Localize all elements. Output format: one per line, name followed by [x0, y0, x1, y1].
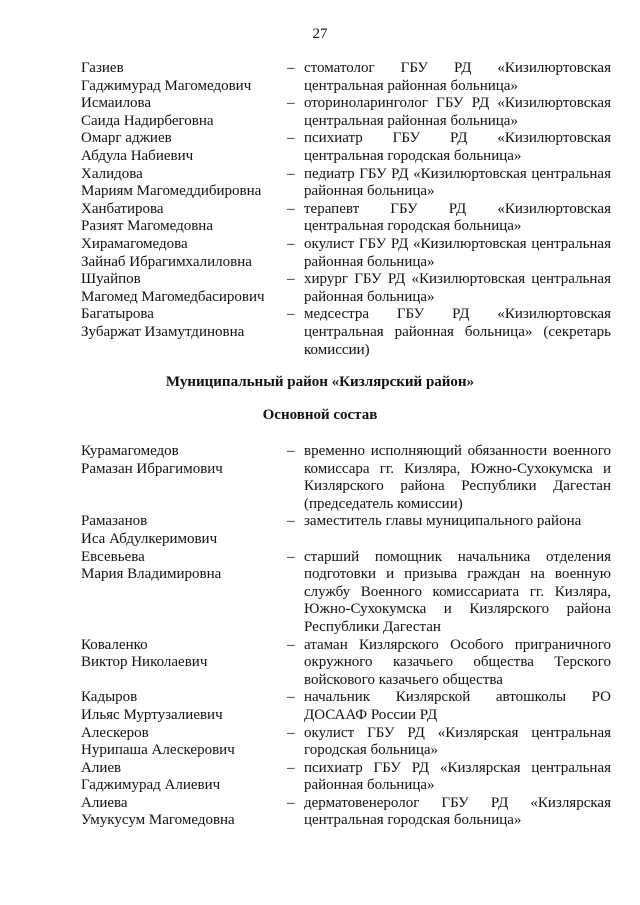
- member-row: [81, 201, 611, 236]
- main-member-list: [81, 443, 611, 830]
- member-position: дерматовенеролог ГБУ РД «Кизлярская центральная городская больница»: [304, 794, 611, 829]
- member-given-name: Саида Надирбеговна: [81, 112, 214, 129]
- member-surname: Евсевьева: [81, 548, 145, 565]
- dash-separator: –: [287, 95, 295, 112]
- member-surname: Коваленко: [81, 636, 148, 653]
- member-name: [81, 60, 281, 95]
- member-row: [81, 166, 611, 201]
- dash-separator: –: [287, 60, 295, 76]
- dash-separator: –: [287, 724, 295, 741]
- member-name: [81, 443, 281, 513]
- member-name: [81, 306, 281, 359]
- member-row: [81, 130, 611, 165]
- member-row: [81, 725, 611, 760]
- member-name: [81, 201, 281, 236]
- member-given-name: Нурипаша Алескерович: [81, 742, 235, 759]
- member-given-name: Магомед Магомедбасирович: [81, 288, 265, 305]
- member-name: [81, 760, 281, 795]
- member-position: старший помощник начальника отделения подготовки и призыва граждан на военную службу Военного комиссариата гг. Кизляра, Южно-Сухокумска и Кизлярского района Республики Дагестан: [304, 548, 611, 635]
- member-name: [81, 271, 281, 306]
- member-position: атаман Кизлярского Особого приграничного окружного казачьего общества Терского войскового казачьего общества: [304, 636, 611, 688]
- member-position: оториноларинголог ГБУ РД «Кизилюртовская центральная районная больница»: [304, 95, 611, 129]
- member-row: [81, 637, 611, 690]
- member-position: педиатр ГБУ РД «Кизилюртовская центральная районная больница»: [304, 165, 611, 200]
- member-given-name: Зубаржат Изамутдиновна: [81, 323, 245, 340]
- member-position: терапевт ГБУ РД «Кизилюртовская центральная городская больница»: [304, 200, 611, 235]
- top-member-list: [81, 60, 611, 359]
- member-position: окулист ГБУ РД «Кизлярская центральная городская больница»: [304, 724, 611, 759]
- dash-separator: –: [287, 130, 295, 147]
- member-position: психиатр ГБУ РД «Кизилюртовская центральная городская больница»: [304, 130, 611, 164]
- member-position: временно исполняющий обязанности военного комиссара гг. Кизляра, Южно-Сухокумска и Кизлярского района Республики Дагестан (председатель комиссии): [304, 443, 611, 512]
- member-surname: Хирамагомедова: [81, 235, 188, 252]
- dash-separator: –: [287, 443, 295, 459]
- member-name: [81, 236, 281, 271]
- member-given-name: Мария Владимировна: [81, 566, 222, 583]
- member-row: [81, 236, 611, 271]
- member-given-name: Разият Магомедовна: [81, 218, 213, 235]
- member-surname: Курамагомедов: [81, 443, 179, 459]
- member-position: стоматолог ГБУ РД «Кизилюртовская центральная районная больница»: [304, 60, 611, 94]
- member-surname: Алиев: [81, 759, 122, 776]
- member-surname: Рамазанов: [81, 513, 148, 530]
- member-given-name: Виктор Николаевич: [81, 654, 208, 671]
- dash-separator: –: [287, 759, 295, 776]
- member-given-name: Ильяс Муртузалиевич: [81, 706, 223, 723]
- member-given-name: Зайнаб Ибрагимхалиловна: [81, 253, 252, 270]
- member-name: [81, 689, 281, 724]
- member-surname: Ханбатирова: [81, 200, 164, 217]
- member-row: [81, 760, 611, 795]
- section-title: Муниципальный район «Кизлярский район»: [165, 374, 475, 390]
- member-row: [81, 549, 611, 637]
- member-row: [81, 306, 611, 359]
- dash-separator: –: [287, 689, 295, 706]
- member-name: [81, 795, 281, 830]
- member-position: психиатр ГБУ РД «Кизлярская центральная районная больница»: [304, 759, 611, 794]
- dash-separator: –: [287, 636, 295, 653]
- member-row: [81, 513, 611, 548]
- dash-separator: –: [287, 271, 295, 288]
- subsection-title: Основной состав: [262, 407, 378, 423]
- member-surname: Кадыров: [81, 689, 138, 706]
- dash-separator: –: [287, 200, 295, 217]
- member-surname: Алескеров: [81, 724, 149, 741]
- member-name: [81, 513, 281, 548]
- member-surname: Исмаилова: [81, 95, 152, 112]
- member-surname: Багатырова: [81, 306, 154, 323]
- member-given-name: Умукусум Магомедовна: [81, 812, 235, 829]
- member-surname: Шуайпов: [81, 271, 141, 288]
- member-given-name: Рамазан Ибрагимович: [81, 460, 223, 477]
- member-row: [81, 689, 611, 724]
- member-row: [81, 443, 611, 513]
- dash-separator: –: [287, 513, 295, 530]
- dash-separator: –: [287, 306, 295, 323]
- member-given-name: Гаджимурад Магомедович: [81, 77, 252, 94]
- member-row: [81, 795, 611, 830]
- member-given-name: Абдула Набиевич: [81, 147, 194, 164]
- member-name: [81, 95, 281, 130]
- dash-separator: –: [287, 548, 295, 565]
- member-surname: Газиев: [81, 60, 124, 76]
- member-position: начальник Кизлярской автошколы РО ДОСААФ России РД: [304, 689, 611, 723]
- member-row: [81, 271, 611, 306]
- member-position: хирург ГБУ РД «Кизилюртовская центральная районная больница»: [304, 271, 611, 305]
- member-row: [81, 60, 611, 95]
- member-name: [81, 725, 281, 760]
- member-name: [81, 549, 281, 637]
- member-position: окулист ГБУ РД «Кизилюртовская центральная районная больница»: [304, 235, 611, 270]
- dash-separator: –: [287, 235, 295, 252]
- member-name: [81, 130, 281, 165]
- member-surname: Халидова: [81, 165, 143, 182]
- member-row: [81, 95, 611, 130]
- member-position: заместитель главы муниципального района: [304, 513, 582, 530]
- member-name: [81, 166, 281, 201]
- member-given-name: Иса Абдулкеримович: [81, 530, 218, 547]
- member-given-name: Гаджимурад Алиевич: [81, 777, 221, 794]
- member-given-name: Мариям Магомеддибировна: [81, 183, 262, 200]
- dash-separator: –: [287, 794, 295, 811]
- dash-separator: –: [287, 165, 295, 182]
- member-name: [81, 637, 281, 690]
- member-surname: Алиева: [81, 794, 128, 811]
- member-position: медсестра ГБУ РД «Кизилюртовская центральная районная больница» (секретарь комиссии): [304, 306, 611, 358]
- page-number: 27: [312, 26, 328, 42]
- member-surname: Омарг аджиев: [81, 130, 172, 147]
